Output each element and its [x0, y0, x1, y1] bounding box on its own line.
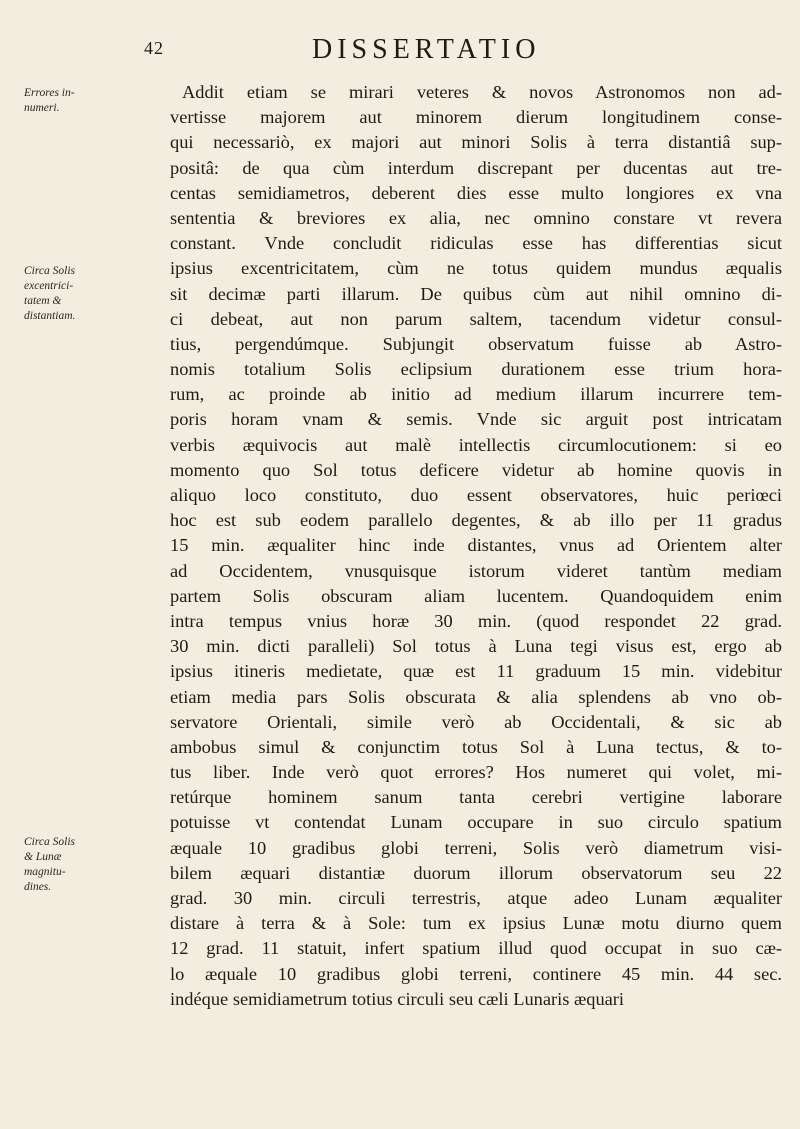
text-line: 30 min. dicti paralleli) Sol totus à Luna tegi visus est, ergo ab	[170, 636, 782, 657]
margin-note-line: Circa Solis	[24, 836, 76, 848]
text-line: partem Solis obscuram aliam lucentem. Quandoquidem enim	[170, 585, 782, 606]
text-line: 15 min. æqualiter hinc inde distantes, vnus ad Orientem alter	[170, 535, 782, 556]
text-line: etiam media pars Solis obscurata & alia splendens ab vno ob-	[170, 686, 782, 707]
text-line: servatore Orientali, simile verò ab Occidentali, & sic ab	[170, 711, 782, 732]
text-line: distare à terra & à Sole: tum ex ipsius Lunæ motu diurno quem	[170, 913, 782, 934]
text-line: momento quo Sol totus deficere videtur ab homine quovis in	[170, 459, 782, 480]
text-line: sit decimæ parti illarum. De quibus cùm aut nihil omnino di-	[170, 283, 782, 304]
text-line: lo æquale 10 gradibus globi terreni, continere 45 min. 44 sec.	[170, 963, 782, 984]
text-line: indéque semidiametrum totius circuli seu cæli Lunaris æquari	[170, 988, 625, 1009]
text-line: nomis totalium Solis eclipsium durationem esse trium hora-	[170, 359, 782, 380]
margin-note-line: magnitu-	[24, 866, 66, 878]
margin-note-line: & Lunæ	[24, 851, 62, 863]
text-line: poris horam vnam & semis. Vnde sic arguit post intricatam	[170, 409, 782, 430]
text-line: hoc est sub eodem parallelo degentes, & ab illo per 11 gradus	[170, 510, 782, 531]
margin-note-magnitudes	[24, 835, 120, 895]
margin-note-line: Circa Solis	[24, 265, 76, 277]
text-line: verbis æquivocis aut malè intellectis circumlocutionem: si eo	[170, 434, 782, 455]
text-line: ipsius itineris medietate, quæ est 11 graduum 15 min. videbitur	[170, 661, 782, 682]
text-line: grad. 30 min. circuli terrestris, atque adeo Lunam æqualiter	[170, 888, 782, 908]
margin-note-errors	[24, 86, 120, 116]
page-number: 42	[144, 38, 164, 58]
text-line: ad Occidentem, vnusquisque istorum videret tantùm mediam	[170, 560, 782, 581]
text-line: bilem æquari distantiæ duorum illorum observatorum seu 22	[170, 862, 782, 883]
text-line: intra tempus vnius horæ 30 min. (quod respondet 22 grad.	[170, 610, 782, 631]
margin-note-line: dines.	[24, 881, 52, 893]
text-line: sententia & breviores ex alia, nec omnino constare vt revera	[170, 207, 782, 228]
text-line: positâ: de qua cùm interdum discrepant per ducentas aut tre-	[170, 157, 782, 178]
margin-note-line: tatem &	[24, 295, 62, 307]
text-line: 12 grad. 11 statuit, infert spatium illud quod occupat in suo cæ-	[170, 938, 782, 959]
text-line: potuisse vt contendat Lunam occupare in suo circulo spatium	[170, 812, 782, 833]
text-line: ipsius excentricitatem, cùm ne totus quidem mundus æqualis	[170, 258, 782, 279]
margin-note-line: excentrici-	[24, 280, 74, 292]
text-line: ambobus simul & conjunctim totus Sol à Luna tectus, & to-	[170, 736, 782, 757]
margin-note-line: distantiam.	[24, 310, 76, 322]
text-line: vertisse majorem aut minorem dierum longitudinem conse-	[170, 107, 782, 128]
text-line: ci debeat, aut non parum saltem, tacendum videtur consul-	[170, 308, 782, 329]
text-line: rum, ac proinde ab initio ad medium illarum incurrere tem-	[170, 384, 782, 405]
text-line: retúrque hominem sanum tanta cerebri vertigine laborare	[170, 787, 782, 808]
text-line: qui necessariò, ex majori aut minori Solis à terra distantiâ sup-	[170, 132, 782, 153]
text-line: æquale 10 gradibus globi terreni, Solis verò diametrum visi-	[170, 837, 782, 858]
text-line: tus liber. Inde verò quot errores? Hos numeret qui volet, mi-	[170, 762, 782, 783]
text-line: centas semidiametros, deberent dies esse multo longiores ex vna	[170, 182, 782, 203]
margin-note-line: numeri.	[24, 102, 60, 114]
main-text-block	[170, 80, 782, 1012]
text-line: Addit etiam se mirari veteres & novos Astronomos non ad-	[182, 82, 782, 102]
margin-note-eccentricity	[24, 264, 120, 324]
text-line: constant. Vnde concludit ridiculas esse has differentias sicut	[170, 233, 782, 254]
running-head: DISSERTATIO	[312, 34, 541, 65]
margin-note-line: Errores in-	[24, 87, 75, 99]
text-line: tius, pergendúmque. Subjungit observatum fuisse ab Astro-	[170, 333, 782, 354]
text-line: aliquo loco constituto, duo essent observatores, huic periœci	[170, 485, 782, 505]
